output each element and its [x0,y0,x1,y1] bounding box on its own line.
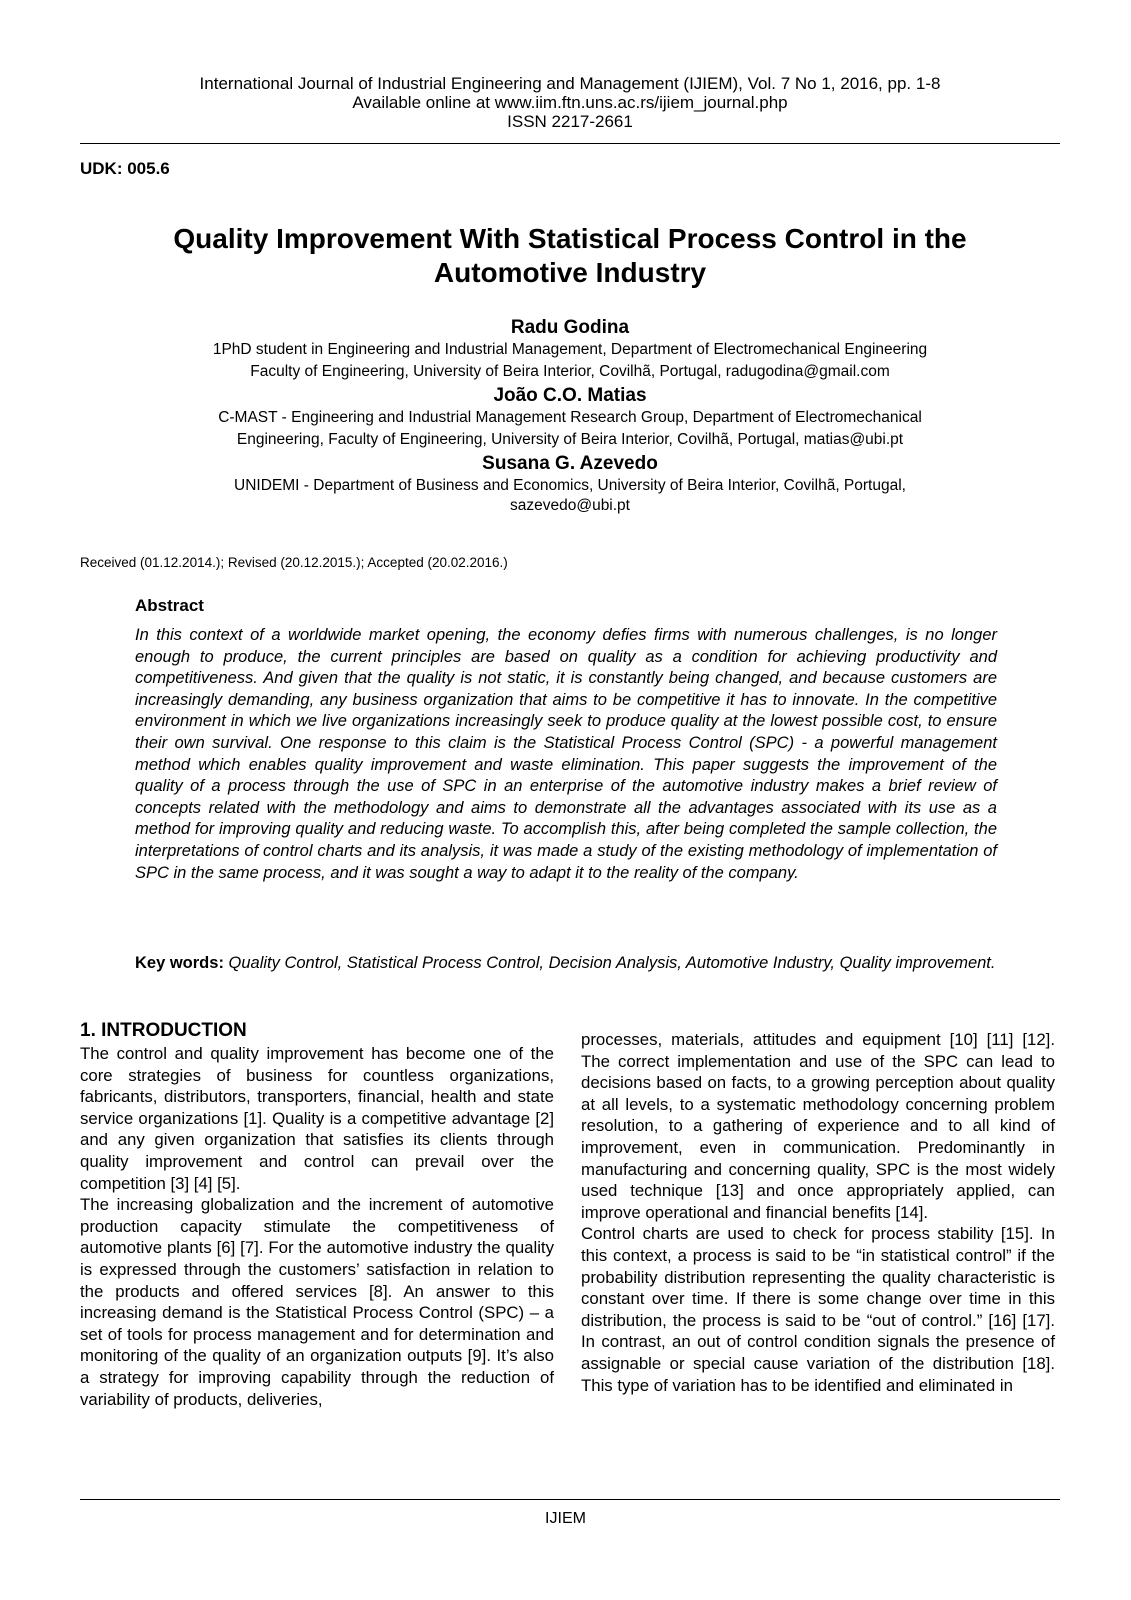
paragraph: The control and quality improvement has become one of the core strategies of business for countless organizations, fabricants, distributors, transporters, financial, health and state service organizations [1]. Quality is a competitive advantage [2] and any given organization that satisfies its clients through quality improvement and control can prevail over the competition [3] [4] [5]. [80,1044,554,1193]
abstract-text: In this context of a worldwide market opening, the economy defies firms with numerous challenges, is no longer enough to produce, the current principles are based on quality as a condition for achieving productivity and competitiveness. And given that the quality is not static, it is constantly being changed, and because customers are increasingly demanding, any business organization that aims to be competitive it has to innovate. In the competitive environment in which we live organizations increasingly seek to produce quality at the lowest possible cost, to ensure their own survival. One response to this claim is the Statistical Process Control (SPC) - a powerful management method which enables quality improvement and waste elimination. This paper suggests the improvement of the quality of a process through the use of SPC in an enterprise of the automotive industry makes a brief review of concepts related with the methodology and aims to demonstrate all the advantages associated with its use as a method for improving quality and reducing waste. To accomplish this, after being completed the sample collection, the interpretations of control charts and its analysis, it was made a study of the existing methodology of implementation of SPC in the same process, and it was sought a way to adapt it to the reality of the company. [135,626,997,882]
author-affiliation: Engineering, Faculty of Engineering, University of Beira Interior, Covilhã, Portugal, matias@ubi.pt [236,431,904,448]
udk-code: UDK: 005.6 [80,159,170,178]
keywords-label: Key words: [135,954,224,972]
paragraph: The increasing globalization and the increment of automotive production capacity stimulate the competitiveness of automotive plants [6] [7]. For the automotive industry the quality is expressed through the customers’ satisfaction in relation to the products and offered services [8]. An answer to this increasing demand is the Statistical Process Control (SPC) – a set of tools for process management and for determination and monitoring of the quality of an organization outputs [9]. It’s also a strategy for improving capability through the reduction of variability of products, deliveries, [80,1195,554,1409]
journal-url: Available online at www.iim.ftn.uns.ac.rs/ijiem_journal.php [352,93,788,112]
left-column [80,1043,554,1410]
journal-citation: International Journal of Industrial Engineering and Management (IJIEM), Vol. 7 No 1, 2016, pp. 1-8 [199,74,941,93]
journal-issn: ISSN 2217-2661 [507,112,633,131]
paper-title-line-1: Quality Improvement With Statistical Process Control in the [173,223,967,254]
paragraph: processes, materials, attitudes and equipment [10] [11] [12]. The correct implementation and use of the SPC can lead to decisions based on facts, to a growing perception about quality at all levels, to a systematic methodology concerning problem resolution, to a gathering of experience and to all kind of improvement, even in communication. Predominantly in manufacturing and concerning quality, SPC is the most widely used technique [13] and once appropriately applied, can improve operational and financial benefits [14]. [581,1030,1055,1222]
author-affiliation: Faculty of Engineering, University of Beira Interior, Covilhã, Portugal, radugodina@gmail.com [250,363,890,380]
keywords-text: Quality Control, Statistical Process Control, Decision Analysis, Automotive Industry, Quality improvement. [228,954,996,972]
author-name: Susana G. Azevedo [482,453,658,474]
author-affiliation: C-MAST - Engineering and Industrial Management Research Group, Department of Electromechanical [218,409,922,426]
author-name: João C.O. Matias [493,385,647,406]
author-block [80,316,1060,516]
section-heading: 1. INTRODUCTION [80,1020,247,1041]
paper-title-line-2: Automotive Industry [433,257,707,288]
footer-divider [80,1499,1060,1500]
author-affiliation: sazevedo@ubi.pt [509,497,630,514]
paragraph: Control charts are used to check for process stability [15]. In this context, a process is said to be “in statistical control” if the probability distribution representing the quality characteristic is constant over time. If there is some change over time in this distribution, the process is said to be “out of control.” [16] [17]. In contrast, an out of control condition signals the presence of assignable or special cause variation of the distribution [18]. This type of variation has to be identified and eliminated in [581,1224,1055,1395]
keywords [135,953,997,975]
author-affiliation: 1PhD student in Engineering and Industrial Management, Department of Electromechanical Engineering [212,341,928,358]
author-name: Radu Godina [510,317,630,338]
right-column [581,1029,1055,1396]
header-divider [80,143,1060,144]
paper-title [80,222,1060,290]
page-footer: IJIEM [545,1510,586,1527]
submission-dates: Received (01.12.2014.); Revised (20.12.2015.); Accepted (20.02.2016.) [80,555,508,570]
abstract-heading: Abstract [135,596,204,615]
journal-header [80,74,1060,131]
author-affiliation: UNIDEMI - Department of Business and Economics, University of Beira Interior, Covilhã, Portugal, [234,477,906,494]
